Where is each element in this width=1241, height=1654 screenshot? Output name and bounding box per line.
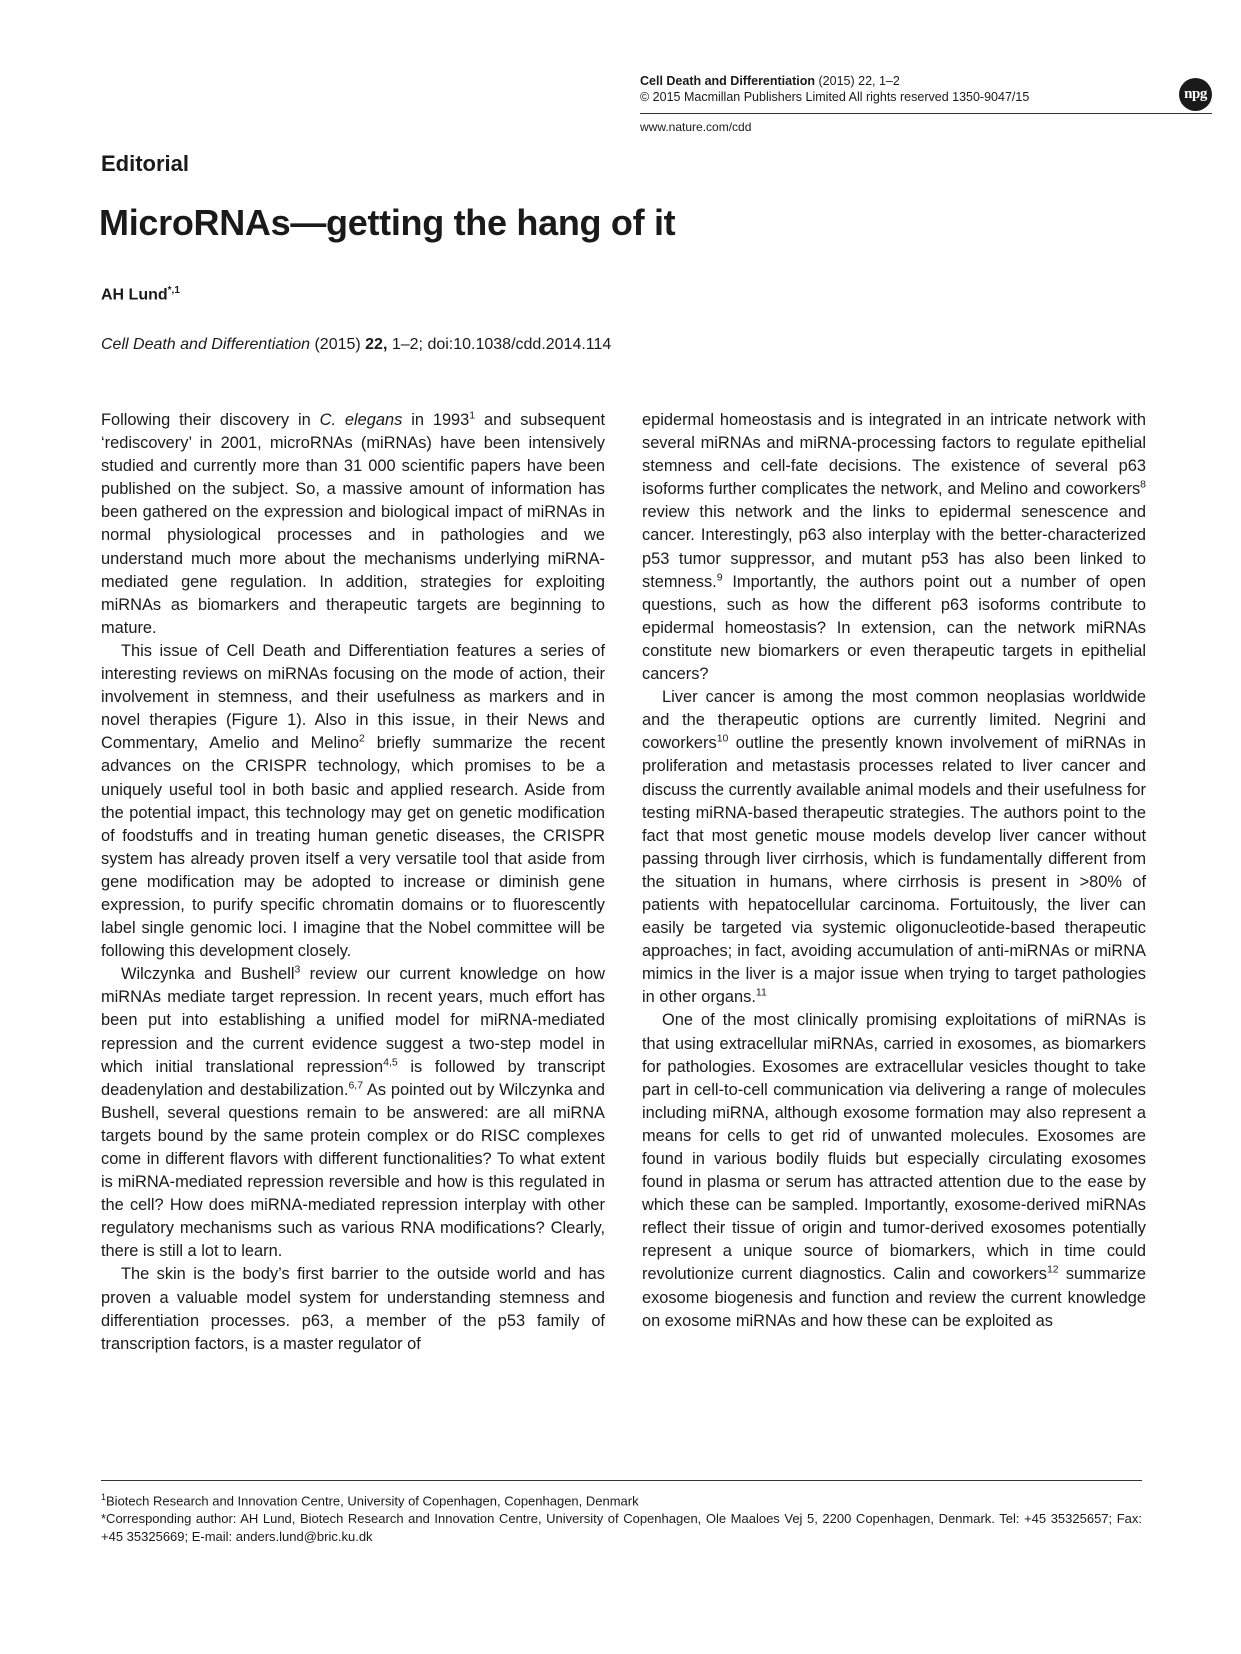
- affiliation-text: Biotech Research and Innovation Centre, University of Copenhagen, Copenhagen, Denmark: [106, 1493, 639, 1509]
- journal-header: [640, 73, 1029, 105]
- author-marks: *,1: [167, 285, 180, 296]
- paragraph: [101, 409, 605, 640]
- text: Wilczynka and Bushell: [121, 965, 295, 984]
- text: epidermal homeostasis and is integrated in an intricate network with several miRNAs and miRNA-processing factors to regulate epithelial stemness and cell-fate decisions. The existence of several p63 isoforms further complicates the network, and Melino and coworkers: [642, 411, 1146, 499]
- text: review this network and the links to epidermal senescence and cancer. Interestingly, p63 also interplay with the better-characterized p53 tumor suppressor, and mutant p53 has also been linked to stemness.: [642, 503, 1146, 591]
- text: briefly summarize the recent advances on the CRISPR technology, which promises to be a uniquely useful tool in both basic and applied research. Aside from the potential impact, this technology may get on genetic modification of foodstuffs and in treating human genetic diseases, the CRISPR system has already proven itself a very versatile tool that aside from gene modification may be adopted to increase or diminish gene expression, to purify specific chromatin domains or to fluorescently label single genomic loci. I imagine that the Nobel committee will be following this development closely.: [101, 734, 606, 961]
- author-line: [101, 285, 180, 304]
- journal-citation-line: [640, 73, 1029, 89]
- copyright-line: © 2015 Macmillan Publishers Limited All rights reserved 1350-9047/15: [640, 90, 1030, 104]
- footnotes: [101, 1488, 1142, 1546]
- text: Liver cancer is among the most common neoplasias worldwide and the therapeutic options are currently limited. Negrini and coworkers: [642, 688, 1146, 753]
- text: and subsequent ‘rediscovery’ in 2001, microRNAs (miRNAs) have been intensively studied and currently more than 31 000 scientific papers have been published on the subject. So, a massive amount of information has been gathered on the expression and biological impact of miRNAs in normal physiological processes and in pathologies and we understand much more about the mechanisms underlying miRNA-mediated gene regulation. In addition, strategies for exploiting miRNAs as biomarkers and therapeutic targets are beginning to mature.: [101, 411, 605, 637]
- affiliation-note: [101, 1488, 1142, 1510]
- reference-mark[interactable]: 3: [294, 963, 301, 976]
- journal-volume: (2015) 22, 1–2: [818, 74, 900, 88]
- footnote-divider: [101, 1480, 1142, 1481]
- journal-name: Cell Death and Differentiation: [640, 74, 816, 88]
- paragraph: [642, 686, 1146, 1009]
- article-title: MicroRNAs—getting the hang of it: [99, 202, 676, 243]
- reference-mark[interactable]: 8: [1140, 478, 1146, 491]
- author-name: AH Lund: [101, 286, 168, 304]
- section-label: Editorial: [101, 151, 190, 176]
- reference-mark[interactable]: 11: [755, 986, 767, 999]
- affiliation-mark: 1: [101, 1492, 107, 1502]
- citation-doi: 1–2; doi:10.1038/cdd.2014.114: [387, 336, 612, 353]
- paragraph: [642, 409, 1146, 686]
- reference-mark[interactable]: 10: [716, 732, 729, 745]
- text: This issue of Cell Death and Differentiation features a series of interesting reviews on miRNAs focusing on the mode of action, their involvement in stemness, and their usefulness as markers and in novel therapies (Figure 1). Also in this issue, in their News and Commentary, Amelio and Melino: [101, 641, 605, 753]
- species-name: C. elegans: [319, 411, 403, 429]
- header-divider: [640, 113, 1212, 114]
- corresponding-author-note: *Corresponding author: AH Lund, Biotech Research and Innovation Centre, University of Copenhagen, Ole Maaloes Vej 5, 2200 Copenhagen, Denmark. Tel: +45 35325657; Fax: +45 35325669; E-mail: anders.lund@bric.ku.dk: [101, 1511, 1142, 1545]
- reference-mark[interactable]: 6,7: [348, 1079, 364, 1092]
- text: One of the most clinically promising exploitations of miRNAs is that using extracellular miRNAs, carried in exosomes, as biomarkers for pathologies. Exosomes are extracellular vesicles thought to take part in cell-to-cell communication via delivering a range of molecules including miRNA, although exosome formation may also represent a means for cells to get rid of unwanted molecules. Exosomes are found in various bodily fluids but especially circulating exosomes found in plasma or serum has attracted attention due to the ease by which these can be sampled. Importantly, exosome-derived miRNAs reflect their tissue of origin and tumor-derived exosomes potentially represent a unique source of biomarkers, which in time could revolutionize current diagnostics. Calin and coworkers: [642, 1011, 1146, 1284]
- npg-logo-icon: npg: [1179, 78, 1212, 111]
- paragraph: [101, 963, 605, 1263]
- article-citation: [101, 336, 611, 354]
- reference-mark[interactable]: 1: [469, 409, 476, 422]
- text: is followed by transcript deadenylation and destabilization.: [101, 1057, 605, 1099]
- reference-mark[interactable]: 4,5: [383, 1056, 398, 1069]
- text: in 1993: [402, 411, 470, 429]
- text: Importantly, the authors point out a number of open questions, such as how the different p63 isoforms contribute to epidermal homeostasis? In extension, can the network miRNAs constitute new biomarkers or even therapeutic targets in epithelial cancers?: [642, 572, 1146, 684]
- reference-mark[interactable]: 12: [1046, 1264, 1059, 1276]
- reference-mark[interactable]: 2: [358, 732, 365, 745]
- body-column-left: [101, 409, 605, 1356]
- citation-year: (2015): [310, 336, 366, 353]
- text: outline the presently known involvement of miRNAs in proliferation and metastasis processes related to liver cancer and discuss the currently available animal models and their usefulness for testing miRNA-based therapeutic strategies. The authors point to the fact that most genetic mouse models develop liver cancer without passing through liver cirrhosis, which is fundamentally different from the situation in humans, where cirrhosis is present in >80% of patients with hepatocellular carcinoma. Fortuitously, the liver can easily be targeted via systemic oligonucleotide-based therapeutic approaches; in fact, avoiding accumulation of anti-miRNAs or miRNA mimics in the liver is a major issue when trying to target pathologies in other organs.: [642, 734, 1146, 1007]
- text: Following their discovery in: [101, 411, 320, 429]
- paragraph: [101, 640, 605, 963]
- citation-journal: Cell Death and Differentiation: [101, 336, 311, 353]
- text: summarize exosome biogenesis and function and review the current knowledge on exosome miRNAs and how these can be exploited as: [642, 1265, 1146, 1330]
- journal-url-link[interactable]: www.nature.com/cdd: [640, 120, 752, 134]
- text: As pointed out by Wilczynka and Bushell, several questions remain to be answered: are all miRNA targets bound by the same protein complex or do RISC complexes come in different flavors with different functionalities? To what extent is miRNA-mediated repression reversible and how is this regulated in the cell? How does miRNA-mediated repression interplay with other regulatory mechanisms such as various RNA modifications? Clearly, there is still a lot to learn.: [101, 1080, 605, 1261]
- reference-mark[interactable]: 9: [716, 571, 723, 584]
- paragraph: [101, 1263, 605, 1355]
- text: review our current knowledge on how miRNAs mediate target repression. In recent years, much effort has been put into establishing a unified model for miRNA-mediated repression and the current evidence suggest a two-step model in which initial translational repression: [101, 965, 605, 1076]
- citation-volume: 22,: [365, 336, 388, 353]
- paragraph: [642, 1009, 1146, 1332]
- body-column-right: [642, 409, 1146, 1333]
- text: The skin is the body’s first barrier to the outside world and has proven a valuable model system for understanding stemness and differentiation processes. p63, a member of the p53 family of transcription factors, is a master regulator of: [101, 1265, 605, 1353]
